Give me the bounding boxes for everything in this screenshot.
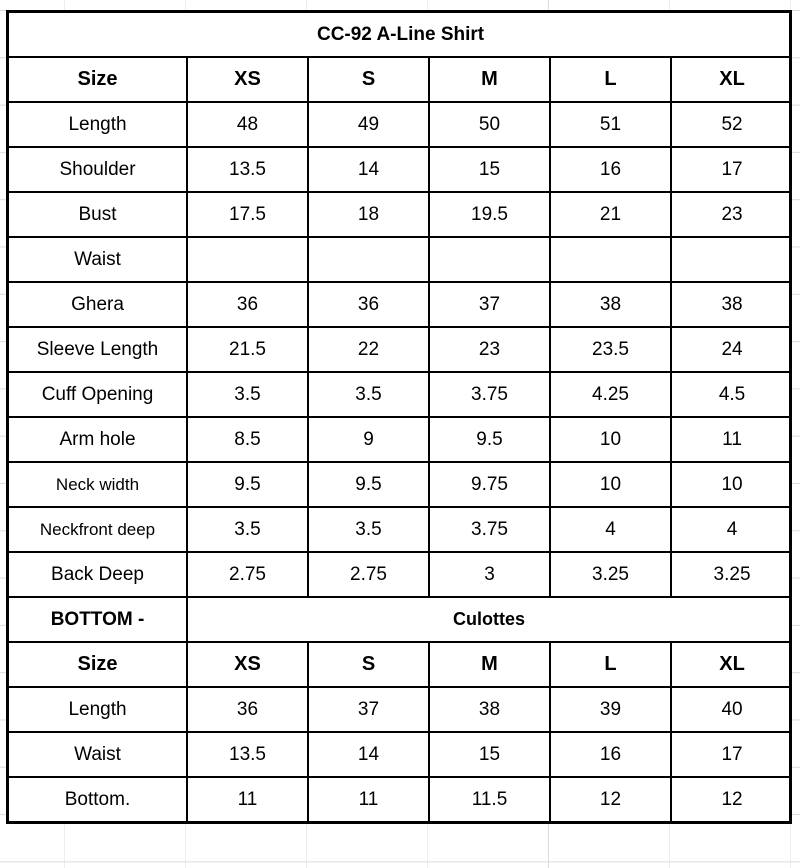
table-row: [9, 282, 792, 327]
row-label-back-deep[interactable]: Back Deep: [9, 552, 187, 597]
cell[interactable]: 18: [308, 192, 429, 237]
cell[interactable]: 15: [429, 147, 550, 192]
row-label-sleeve-length[interactable]: Sleeve Length: [9, 327, 187, 372]
row-label-bottom[interactable]: Bottom.: [9, 777, 187, 821]
cell[interactable]: 21.5: [187, 327, 308, 372]
cell[interactable]: 50: [429, 102, 550, 147]
size-s-header[interactable]: S: [308, 642, 429, 687]
table-row: [9, 372, 792, 417]
row-label-neck-width[interactable]: Neck width: [9, 462, 187, 507]
table-row: [9, 777, 792, 821]
cell[interactable]: 8.5: [187, 417, 308, 462]
cell[interactable]: 13.5: [187, 732, 308, 777]
size-xl-header[interactable]: XL: [671, 57, 792, 102]
table-row: [9, 687, 792, 732]
cell[interactable]: 21: [550, 192, 671, 237]
row-label-length[interactable]: Length: [9, 102, 187, 147]
cell[interactable]: 23: [671, 192, 792, 237]
title-row: [9, 13, 792, 57]
bottom-section-row: [9, 597, 792, 642]
cell[interactable]: [308, 237, 429, 282]
cell[interactable]: 14: [308, 147, 429, 192]
cell[interactable]: 3.75: [429, 507, 550, 552]
size-xl-header[interactable]: XL: [671, 642, 792, 687]
row-label-arm-hole[interactable]: Arm hole: [9, 417, 187, 462]
table-row: [9, 327, 792, 372]
row-label-cuff-opening[interactable]: Cuff Opening: [9, 372, 187, 417]
cell[interactable]: 22: [308, 327, 429, 372]
cell[interactable]: 36: [308, 282, 429, 327]
cell[interactable]: 15: [429, 732, 550, 777]
row-label-waist[interactable]: Waist: [9, 237, 187, 282]
cell[interactable]: 3: [429, 552, 550, 597]
cell[interactable]: 36: [187, 282, 308, 327]
size-xs-header[interactable]: XS: [187, 642, 308, 687]
cell[interactable]: 23.5: [550, 327, 671, 372]
cell[interactable]: 36: [187, 687, 308, 732]
cell[interactable]: 9: [308, 417, 429, 462]
cell[interactable]: 48: [187, 102, 308, 147]
size-m-header[interactable]: M: [429, 57, 550, 102]
cell[interactable]: 40: [671, 687, 792, 732]
cell[interactable]: 3.5: [187, 507, 308, 552]
size-chart: [9, 13, 792, 821]
cell[interactable]: 12: [671, 777, 792, 821]
cell[interactable]: 38: [671, 282, 792, 327]
cell[interactable]: 3.25: [550, 552, 671, 597]
cell[interactable]: 16: [550, 147, 671, 192]
cell[interactable]: 9.5: [187, 462, 308, 507]
cell[interactable]: 13.5: [187, 147, 308, 192]
table-row: [9, 507, 792, 552]
cell[interactable]: 11: [187, 777, 308, 821]
cell[interactable]: 17.5: [187, 192, 308, 237]
cell[interactable]: 37: [429, 282, 550, 327]
cell[interactable]: 51: [550, 102, 671, 147]
cell[interactable]: 10: [550, 462, 671, 507]
size-l-header[interactable]: L: [550, 57, 671, 102]
cell[interactable]: 23: [429, 327, 550, 372]
cell[interactable]: 17: [671, 732, 792, 777]
size-s-header[interactable]: S: [308, 57, 429, 102]
cell[interactable]: 49: [308, 102, 429, 147]
row-label-shoulder[interactable]: Shoulder: [9, 147, 187, 192]
bottom-section-name[interactable]: Culottes: [187, 597, 792, 642]
table-row: [9, 462, 792, 507]
cell[interactable]: 3.5: [308, 507, 429, 552]
bottom-size-header-row: [9, 642, 792, 687]
cell[interactable]: 3.5: [308, 372, 429, 417]
table-row: [9, 237, 792, 282]
cell[interactable]: 12: [550, 777, 671, 821]
cell[interactable]: 4: [550, 507, 671, 552]
cell[interactable]: 11: [671, 417, 792, 462]
cell[interactable]: 3.25: [671, 552, 792, 597]
cell[interactable]: 4: [671, 507, 792, 552]
cell[interactable]: 2.75: [187, 552, 308, 597]
cell[interactable]: 9.5: [429, 417, 550, 462]
table-row: [9, 552, 792, 597]
cell[interactable]: 4.25: [550, 372, 671, 417]
row-label-length[interactable]: Length: [9, 687, 187, 732]
row-label-bust[interactable]: Bust: [9, 192, 187, 237]
cell[interactable]: [550, 237, 671, 282]
size-chart-table: [6, 10, 792, 824]
table-row: [9, 147, 792, 192]
cell[interactable]: [187, 237, 308, 282]
cell[interactable]: 16: [550, 732, 671, 777]
cell[interactable]: [671, 237, 792, 282]
row-label-ghera[interactable]: Ghera: [9, 282, 187, 327]
chart-title[interactable]: CC-92 A-Line Shirt: [9, 13, 792, 57]
size-header-cell[interactable]: Size: [9, 57, 187, 102]
cell[interactable]: 10: [671, 462, 792, 507]
table-row: [9, 102, 792, 147]
table-row: [9, 732, 792, 777]
cell[interactable]: 9.75: [429, 462, 550, 507]
bottom-section-label[interactable]: BOTTOM -: [9, 597, 187, 642]
top-size-header-row: [9, 57, 792, 102]
size-header-cell[interactable]: Size: [9, 642, 187, 687]
cell[interactable]: 2.75: [308, 552, 429, 597]
cell[interactable]: 9.5: [308, 462, 429, 507]
size-l-header[interactable]: L: [550, 642, 671, 687]
cell[interactable]: 37: [308, 687, 429, 732]
size-xs-header[interactable]: XS: [187, 57, 308, 102]
cell[interactable]: 39: [550, 687, 671, 732]
cell[interactable]: 24: [671, 327, 792, 372]
cell[interactable]: 3.75: [429, 372, 550, 417]
cell[interactable]: 38: [550, 282, 671, 327]
cell[interactable]: 11: [308, 777, 429, 821]
cell[interactable]: 4.5: [671, 372, 792, 417]
row-label-waist[interactable]: Waist: [9, 732, 187, 777]
table-row: [9, 417, 792, 462]
cell[interactable]: [429, 237, 550, 282]
cell[interactable]: 3.5: [187, 372, 308, 417]
size-m-header[interactable]: M: [429, 642, 550, 687]
cell[interactable]: 38: [429, 687, 550, 732]
cell[interactable]: 11.5: [429, 777, 550, 821]
cell[interactable]: 14: [308, 732, 429, 777]
row-label-neckfront-deep[interactable]: Neckfront deep: [9, 507, 187, 552]
cell[interactable]: 10: [550, 417, 671, 462]
cell[interactable]: 52: [671, 102, 792, 147]
table-row: [9, 192, 792, 237]
cell[interactable]: 17: [671, 147, 792, 192]
cell[interactable]: 19.5: [429, 192, 550, 237]
